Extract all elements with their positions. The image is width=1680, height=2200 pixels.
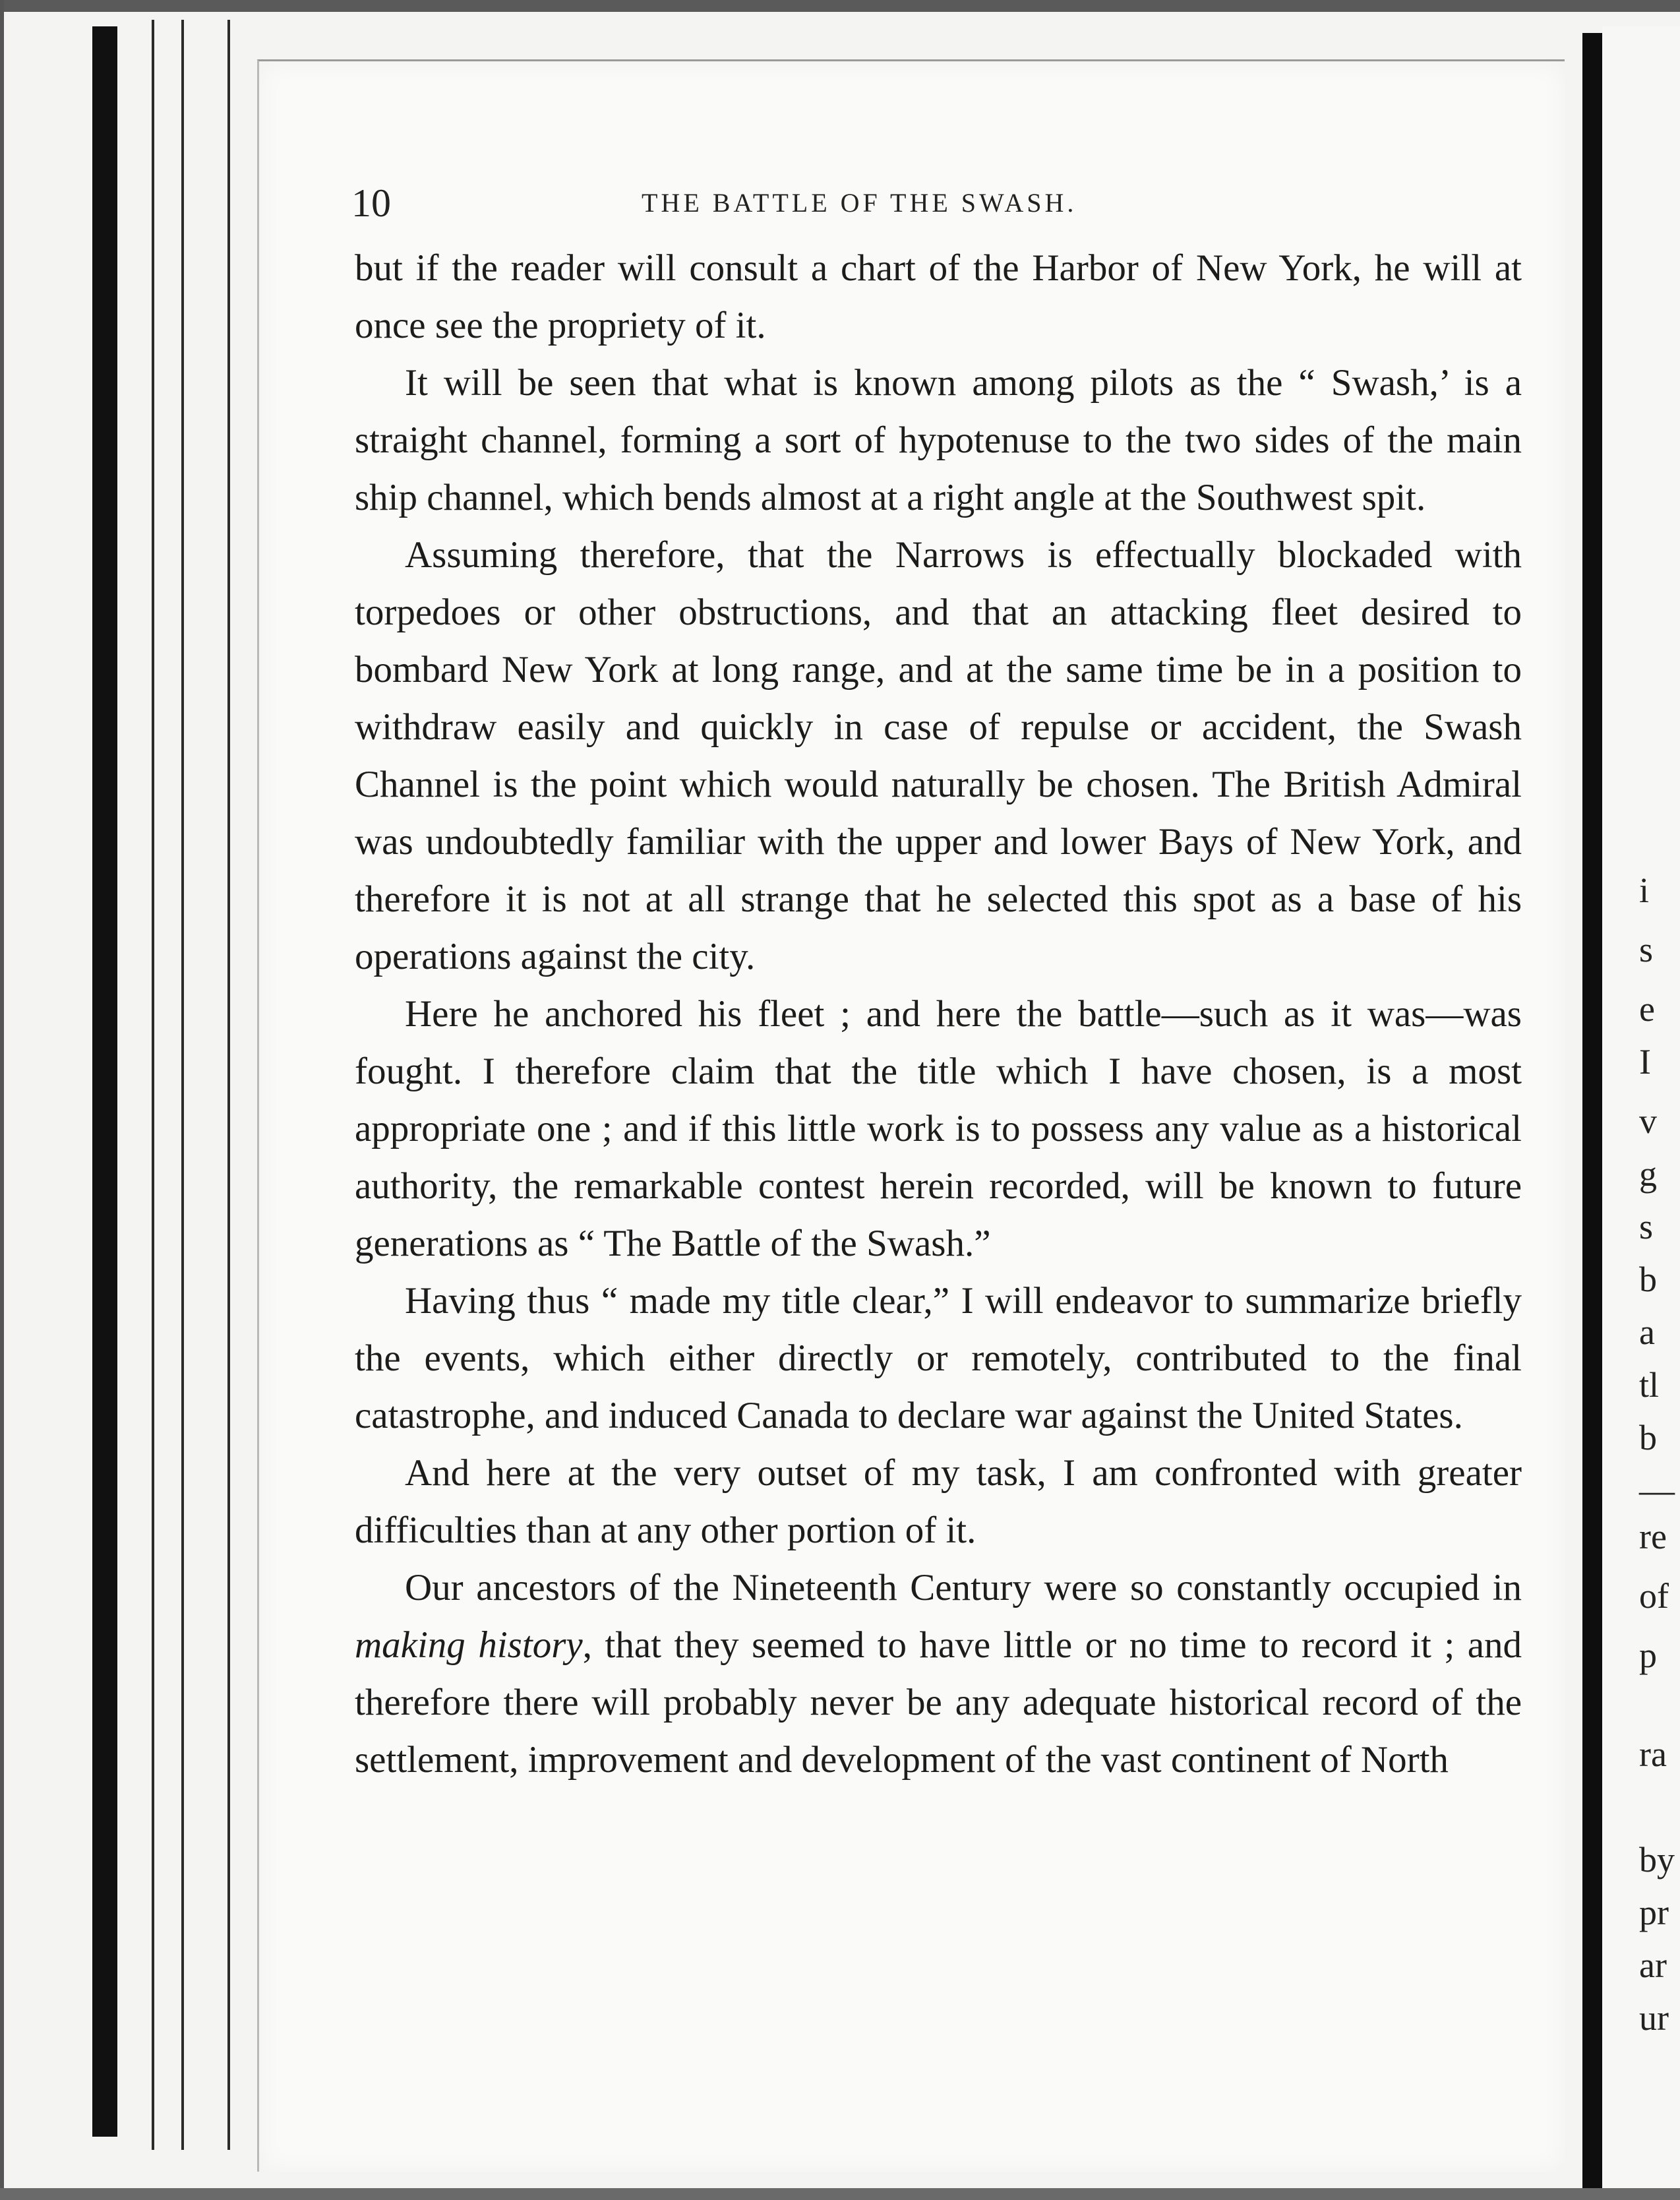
gutter-shadow xyxy=(1582,33,1602,2189)
book-page xyxy=(257,59,1565,2172)
next-page-fragment: s xyxy=(1639,930,1654,969)
italic-phrase: making history xyxy=(355,1624,583,1666)
next-page-fragment: p xyxy=(1639,1635,1657,1675)
page-body xyxy=(355,239,1522,1788)
binding-line xyxy=(152,20,154,2150)
next-page-fragment: pr xyxy=(1639,1893,1669,1932)
paragraph: Here he anchored his fleet ; and here the battle—such as it was—was fought. I therefore claim that the title which I have chosen, is a most appropriate one ; and if this little work is to possess any value as a historical authority, the remarkable contest herein recorded, will be known to future generations as “ The Battle of the Swash.” xyxy=(355,993,1522,1264)
next-page-fragment: a xyxy=(1639,1312,1655,1352)
paragraph: but if the reader will consult a chart of the Harbor of New York, he will at once see the propriety of it. xyxy=(355,247,1522,346)
scan-left-edge xyxy=(0,0,4,2200)
scan-bottom-edge xyxy=(0,2188,1680,2200)
binding-line xyxy=(227,20,230,2150)
next-page-fragment: of xyxy=(1639,1576,1669,1616)
page-number: 10 xyxy=(351,181,391,225)
next-page-fragment: v xyxy=(1639,1101,1657,1141)
next-page-fragment: b xyxy=(1639,1418,1657,1457)
page-header xyxy=(351,177,1472,229)
paragraph: And here at the very outset of my task, I am confronted with greater difficulties than at any other portion of it. xyxy=(355,1452,1522,1551)
next-page-fragment: by xyxy=(1639,1840,1675,1879)
next-page-fragment: — xyxy=(1639,1471,1675,1510)
next-page-fragment: b xyxy=(1639,1260,1657,1299)
next-page-fragment: tl xyxy=(1639,1365,1660,1405)
scan-top-edge xyxy=(0,0,1680,12)
next-page-fragment: s xyxy=(1639,1207,1654,1246)
running-head: THE BATTLE OF THE SWASH. xyxy=(642,188,1077,218)
paragraph: It will be seen that what is known among pilots as the “ Swash,’ is a straight channel, forming a sort of hypotenuse to the two sides of the main ship channel, which bends almost at a right angle at the Southwest spit. xyxy=(355,362,1522,518)
binding-line xyxy=(181,20,184,2150)
paragraph: Our ancestors of the Nineteenth Century were so constantly occupied in making history, that they seemed to have little or no time to record it ; and therefore there will probably never be any adequate historical record of the settlement, improvement and development of the vast continent of North xyxy=(355,1567,1522,1781)
next-page-fragment: ar xyxy=(1639,1945,1667,1985)
next-page-fragment: ra xyxy=(1639,1734,1667,1774)
book-spine-shadow xyxy=(92,26,117,2137)
next-page-fragment: re xyxy=(1639,1517,1667,1556)
paragraph: Assuming therefore, that the Narrows is effectually blockaded with torpedoes or other obstructions, and that an attacking fleet desired to bombard New York at long range, and at the same time be in a position to withdraw easily and quickly in case of repulse or accident, the Swash Channel is the point which would naturally be chosen. The British Admiral was undoubtedly familiar with the upper and lower Bays of New York, and therefore it is not at all strange that he selected this spot as a base of his operations against the city. xyxy=(355,534,1522,977)
next-page-fragment: e xyxy=(1639,989,1655,1029)
next-page-fragment: ur xyxy=(1639,1998,1669,2038)
next-page-fragment: g xyxy=(1639,1154,1657,1194)
paragraph: Having thus “ made my title clear,” I will endeavor to summarize briefly the events, which either directly or remotely, contributed to the final catastrophe, and induced Canada to declare war against the United States. xyxy=(355,1280,1522,1436)
next-page-fragment: i xyxy=(1639,871,1650,910)
next-page-fragment: I xyxy=(1639,1042,1651,1082)
next-page-letters xyxy=(1639,0,1680,2200)
